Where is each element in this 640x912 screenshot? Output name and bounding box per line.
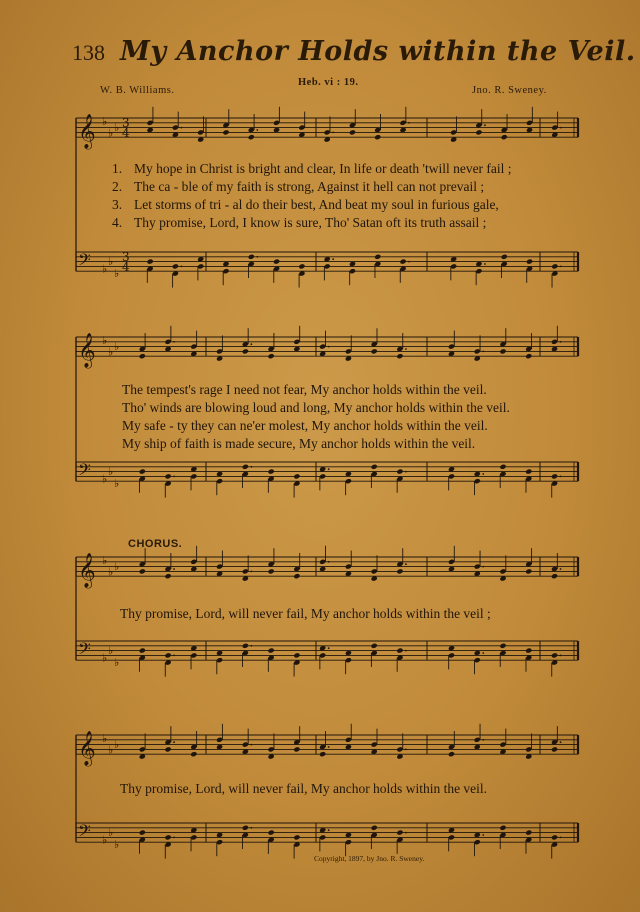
dot: [482, 566, 484, 568]
dot: [560, 266, 562, 268]
dot: [256, 256, 258, 258]
dot: [560, 341, 562, 343]
dot: [560, 655, 562, 657]
treble-clef-icon: 𝄞: [78, 114, 96, 150]
flat-icon: ♭: [108, 826, 114, 840]
flat-icon: ♭: [108, 465, 114, 479]
bass-clef-icon: 𝄢: [78, 638, 91, 663]
flat-icon: ♭: [114, 656, 120, 670]
treble-note: [164, 746, 171, 752]
treble-note: [499, 348, 506, 354]
flat-icon: ♭: [108, 743, 114, 757]
dot: [250, 466, 252, 468]
bass-note: [248, 254, 255, 260]
bass-note: [273, 259, 280, 265]
dot: [328, 746, 330, 748]
treble-note: [551, 746, 558, 752]
bass-note: [242, 643, 249, 649]
flat-icon: ♭: [102, 651, 108, 665]
bass-note: [242, 825, 249, 831]
flat-icon: ♭: [114, 838, 120, 852]
dot: [482, 834, 484, 836]
treble-note: [396, 353, 403, 359]
dot: [256, 129, 258, 131]
refrain-lyrics: [122, 381, 510, 453]
flat-icon: ♭: [114, 738, 120, 752]
bass-note: [293, 473, 300, 479]
bass-note: [139, 830, 146, 836]
dot: [560, 127, 562, 129]
bass-note: [396, 830, 403, 836]
bass-note: [293, 834, 300, 840]
page-number: 138: [72, 40, 105, 65]
time-signature-bottom: 4: [122, 126, 130, 140]
dot: [181, 266, 183, 268]
flat-icon: ♭: [102, 554, 108, 567]
bass-note: [139, 469, 146, 475]
treble-note: [475, 129, 482, 135]
dot: [405, 471, 407, 473]
treble-note: [268, 568, 275, 574]
refrain-line-4: My ship of faith is made secure, My anchor holds within the veil.: [122, 436, 476, 451]
dot: [482, 652, 484, 654]
flat-icon: ♭: [114, 340, 120, 354]
flat-icon: ♭: [102, 334, 108, 347]
verse-line-3: 3. Let storms of tri - al do their best, And beat my soul in furious gale,: [112, 197, 499, 212]
bass-note: [499, 825, 506, 831]
treble-note: [164, 573, 171, 579]
flat-icon: ♭: [102, 833, 108, 847]
bass-note: [172, 263, 179, 269]
refrain-line-1: The tempest's rage I need not fear, My anchor holds within the veil.: [122, 382, 487, 397]
dot: [173, 568, 175, 570]
dot: [482, 739, 484, 741]
dot: [405, 650, 407, 652]
flat-icon: ♭: [108, 565, 114, 579]
flat-icon: ♭: [108, 255, 114, 269]
treble-note: [349, 129, 356, 135]
dot: [482, 473, 484, 475]
treble-clef-icon: 𝄞: [78, 731, 96, 767]
bass-note: [293, 652, 300, 658]
treble-note: [551, 573, 558, 579]
time-signature-top: 3: [122, 250, 130, 264]
dot: [405, 563, 407, 565]
treble-note: [248, 134, 255, 140]
flat-icon: ♭: [114, 267, 120, 281]
treble-note: [396, 568, 403, 574]
flat-icon: ♭: [102, 732, 108, 745]
dot: [173, 476, 175, 478]
bass-note: [396, 469, 403, 475]
dot: [173, 741, 175, 743]
bass-note: [526, 259, 533, 265]
bass-note: [551, 834, 558, 840]
flat-icon: ♭: [108, 126, 114, 140]
treble-note: [139, 353, 146, 359]
flat-icon: ♭: [108, 345, 114, 359]
bass-note: [371, 464, 378, 470]
dot: [332, 258, 334, 260]
bass-note: [374, 254, 381, 260]
treble-note: [139, 568, 146, 574]
dot: [560, 837, 562, 839]
verse-line-4: 4. Thy promise, Lord, I know is sure, Tho' Satan oft its truth assail ;: [112, 215, 487, 230]
bass-note: [242, 464, 249, 470]
dot: [328, 647, 330, 649]
dot: [250, 343, 252, 345]
treble-note: [268, 353, 275, 359]
chorus-label: CHORUS.: [128, 538, 183, 550]
bass-note: [298, 263, 305, 269]
treble-note: [374, 134, 381, 140]
flat-icon: ♭: [114, 121, 120, 135]
time-signature-top: 3: [122, 116, 130, 130]
dot: [484, 124, 486, 126]
dot: [405, 749, 407, 751]
treble-clef-icon: 𝄞: [78, 333, 96, 369]
bass-clef-icon: 𝄢: [78, 249, 91, 274]
bass-note: [164, 473, 171, 479]
flat-icon: ♭: [108, 644, 114, 658]
dot: [181, 127, 183, 129]
treble-note: [222, 129, 229, 135]
dot: [560, 568, 562, 570]
refrain-line-3: My safe - ty they can ne'er molest, My anchor holds within the veil.: [122, 418, 488, 433]
bass-note: [551, 263, 558, 269]
bass-note: [499, 643, 506, 649]
bass-note: [399, 259, 406, 265]
treble-note: [293, 746, 300, 752]
bass-clef-icon: 𝄢: [78, 459, 91, 484]
dot: [328, 561, 330, 563]
bass-note: [551, 473, 558, 479]
flat-icon: ♭: [102, 115, 108, 128]
bass-note: [268, 469, 275, 475]
bass-note: [147, 259, 154, 265]
dot: [250, 744, 252, 746]
treble-note: [242, 348, 249, 354]
bass-note: [268, 648, 275, 654]
chorus-lyric-line-1: Thy promise, Lord, will never fail, My anchor holds within the veil ;: [120, 606, 491, 621]
bass-note: [371, 643, 378, 649]
dot: [560, 476, 562, 478]
dot: [560, 741, 562, 743]
verse-lyrics: [112, 160, 512, 232]
treble-clef-icon: 𝄞: [78, 553, 96, 589]
dot: [173, 655, 175, 657]
chorus-lyric-line-2: Thy promise, Lord, will never fail, My anchor holds within the veil.: [120, 781, 488, 796]
bass-note: [525, 469, 532, 475]
dot: [405, 832, 407, 834]
composer: Jno. R. Sweney.: [472, 85, 547, 96]
bass-clef-icon: 𝄢: [78, 820, 91, 845]
treble-note: [293, 573, 300, 579]
dot: [332, 132, 334, 134]
lyricist: W. B. Williams.: [100, 85, 175, 96]
treble-note: [525, 568, 532, 574]
bass-note: [525, 830, 532, 836]
bass-note: [139, 648, 146, 654]
bass-note: [525, 648, 532, 654]
dot: [173, 341, 175, 343]
hymn-title: My Anchor Holds within the Veil.: [120, 36, 636, 67]
treble-note: [448, 751, 455, 757]
bass-note: [371, 825, 378, 831]
bass-note: [164, 834, 171, 840]
dot: [408, 122, 410, 124]
dot: [328, 468, 330, 470]
dot: [250, 645, 252, 647]
treble-note: [319, 751, 326, 757]
bass-note: [268, 830, 275, 836]
dot: [328, 346, 330, 348]
flat-icon: ♭: [114, 477, 120, 491]
dot: [484, 263, 486, 265]
refrain-line-2: Tho' winds are blowing loud and long, My anchor holds within the veil.: [122, 400, 510, 415]
treble-note: [501, 134, 508, 140]
treble-note: [525, 353, 532, 359]
scripture-reference: Heb. vi : 19.: [298, 77, 359, 88]
bass-note: [501, 254, 508, 260]
dot: [250, 827, 252, 829]
dot: [173, 837, 175, 839]
flat-icon: ♭: [102, 262, 108, 276]
bass-note: [499, 464, 506, 470]
flat-icon: ♭: [114, 560, 120, 574]
copyright-notice: Copyright, 1897, by Jno. R. Sweney.: [314, 854, 425, 863]
verse-line-1: 1. My hope in Christ is bright and clear, In life or death 'twill never fail ;: [112, 161, 512, 176]
treble-note: [371, 348, 378, 354]
bass-note: [164, 652, 171, 658]
dot: [408, 261, 410, 263]
verse-line-2: 2. The ca - ble of my faith is strong, Against it hell can not prevail ;: [112, 179, 485, 194]
treble-note: [190, 751, 197, 757]
dot: [405, 348, 407, 350]
dot: [250, 571, 252, 573]
bass-note: [396, 648, 403, 654]
bass-note: [551, 652, 558, 658]
flat-icon: ♭: [102, 472, 108, 486]
time-signature-bottom: 4: [122, 260, 130, 274]
dot: [328, 829, 330, 831]
dot: [482, 351, 484, 353]
